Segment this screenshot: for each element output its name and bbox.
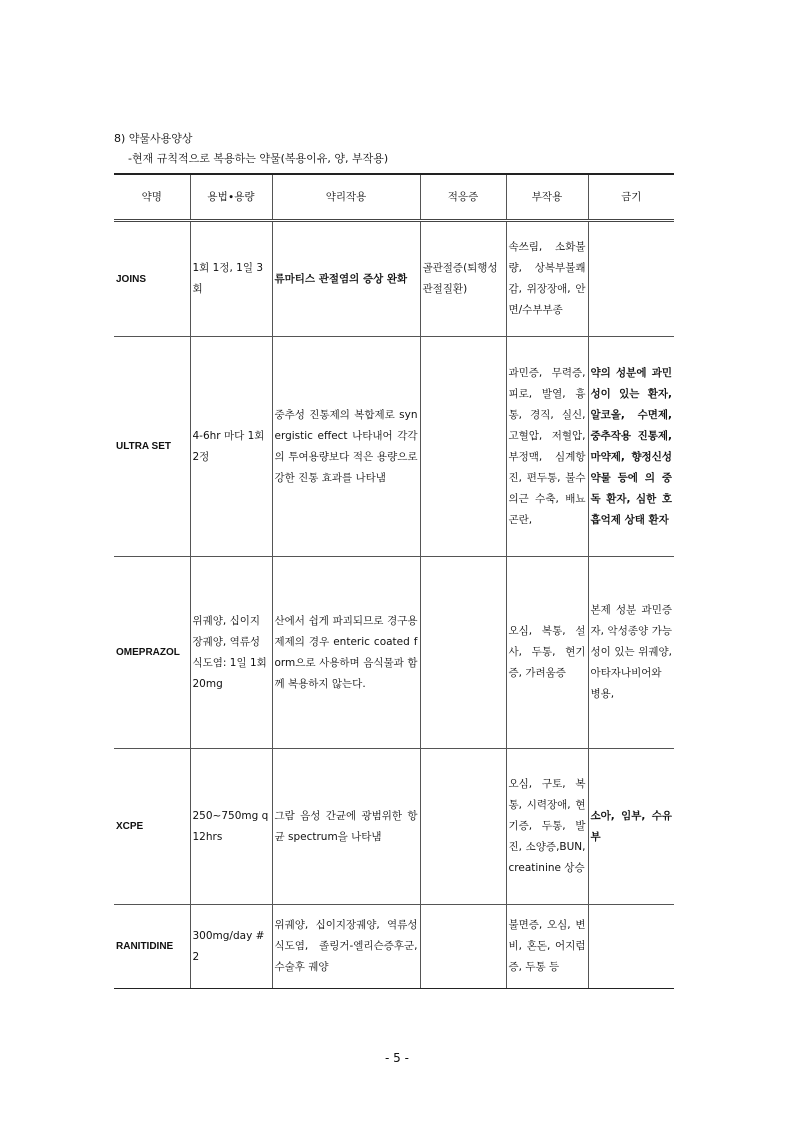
action-cell: 중추성 진통제의 복합제로 synergistic effect 나타내어 각각의 투여용량보다 적은 용량으로 강한 진통 효과를 나타냄	[272, 337, 420, 557]
indication-cell: 골관절증(퇴행성 관절질환)	[420, 221, 506, 337]
header-contraindication: 금기	[588, 174, 674, 221]
dosage-cell: 1회 1정, 1일 3회	[190, 221, 272, 337]
side-effects-cell: 오심, 구토, 복통, 시력장애, 현기증, 두통, 발진, 소양증,BUN, creatinine 상승	[506, 749, 588, 905]
table-row	[114, 557, 674, 749]
action-cell: 그람 음성 간균에 광범위한 항균 spectrum을 나타냄	[272, 749, 420, 905]
section-heading: 8) 약물사용양상	[114, 132, 193, 145]
header-action: 약리작용	[272, 174, 420, 221]
dosage-cell: 300mg/day #2	[190, 905, 272, 989]
indication-cell	[420, 905, 506, 989]
side-effects-cell: 과민증, 무력증, 피로, 발열, 흉통, 경직, 실신, 고혈압, 저혈압, 부정맥, 심계항진, 편두통, 불수의근 수축, 배뇨곤란,	[506, 337, 588, 557]
dosage-cell: 위궤양, 십이지장궤양, 역류성식도염: 1일 1회 20mg	[190, 557, 272, 749]
table-row	[114, 905, 674, 989]
table-header-row	[114, 174, 674, 221]
table-row	[114, 221, 674, 337]
contraindication-cell	[588, 221, 674, 337]
section-subheading: -현재 규칙적으로 복용하는 약물(복용이유, 양, 부작용)	[128, 152, 389, 165]
dosage-cell: 4-6hr 마다 1회 2정	[190, 337, 272, 557]
contraindication-cell: 약의 성분에 과민성이 있는 환자, 알코올, 수면제, 중추작용 진통제, 마약제, 향정신성 약물 등에 의 중독 환자, 심한 호흡억제 상태 환자	[588, 337, 674, 557]
drug-name: ULTRA SET	[114, 337, 190, 557]
table-row	[114, 337, 674, 557]
side-effects-cell: 불면증, 오심, 변비, 혼돈, 어지럼증, 두통 등	[506, 905, 588, 989]
indication-cell	[420, 557, 506, 749]
indication-cell	[420, 749, 506, 905]
side-effects-cell: 속쓰림, 소화불량, 상복부불쾌감, 위장장애, 안면/수부부종	[506, 221, 588, 337]
dosage-cell: 250~750mg q 12hrs	[190, 749, 272, 905]
action-cell: 산에서 쉽게 파괴되므로 경구용 제제의 경우 enteric coated form으로 사용하며 음식물과 함께 복용하지 않는다.	[272, 557, 420, 749]
page-number: - 5 -	[385, 1051, 409, 1065]
table-row	[114, 749, 674, 905]
contraindication-cell: 본제 성분 과민증자, 악성종양 가능성이 있는 위궤양, 아타자나비어와 병용,	[588, 557, 674, 749]
action-cell: 류마티스 관절염의 증상 완화	[272, 221, 420, 337]
drug-name: OMEPRAZOL	[114, 557, 190, 749]
header-side-effects: 부작용	[506, 174, 588, 221]
action-cell: 위궤양, 십이지장궤양, 역류성 식도염, 졸링거-엘리슨증후군, 수술후 궤양	[272, 905, 420, 989]
header-dosage: 용법∙용량	[190, 174, 272, 221]
indication-cell	[420, 337, 506, 557]
drug-name: RANITIDINE	[114, 905, 190, 989]
header-drug-name: 약명	[114, 174, 190, 221]
contraindication-cell	[588, 905, 674, 989]
drug-name: XCPE	[114, 749, 190, 905]
contraindication-cell: 소아, 임부, 수유부	[588, 749, 674, 905]
header-indication: 적응증	[420, 174, 506, 221]
side-effects-cell: 오심, 복통, 설사, 두통, 현기증, 가려움증	[506, 557, 588, 749]
medication-table	[114, 173, 674, 989]
drug-name: JOINS	[114, 221, 190, 337]
